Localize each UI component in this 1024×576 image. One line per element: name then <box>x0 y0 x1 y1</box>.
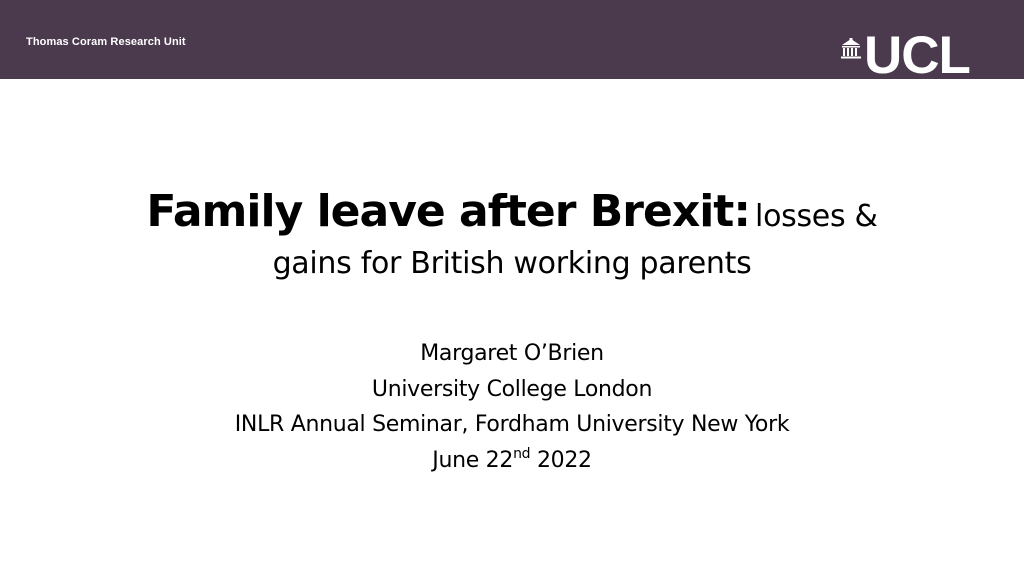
presenter-info <box>0 336 1024 478</box>
event-name: INLR Annual Seminar, Fordham University New York <box>234 412 790 437</box>
title-line-1 <box>0 184 1024 240</box>
title-line-2: gains for British working parents <box>272 246 752 281</box>
ucl-logo <box>840 26 1010 85</box>
header-banner <box>0 0 1024 85</box>
ucl-portico-icon <box>840 38 862 60</box>
date-superscript: nd <box>513 445 531 462</box>
presenter-name: Margaret O’Brien <box>420 341 604 366</box>
slide-title <box>0 184 1024 286</box>
date-suffix: 2022 <box>530 447 592 473</box>
event-date <box>0 443 1024 479</box>
title-bold-part: Family leave after Brexit: <box>146 186 750 237</box>
date-prefix: June 22 <box>432 447 514 473</box>
ucl-logo-text: UCL <box>864 26 970 85</box>
title-light-part: losses & <box>755 199 878 234</box>
presenter-institution: University College London <box>371 376 653 402</box>
unit-name: Thomas Coram Research Unit <box>26 36 186 48</box>
